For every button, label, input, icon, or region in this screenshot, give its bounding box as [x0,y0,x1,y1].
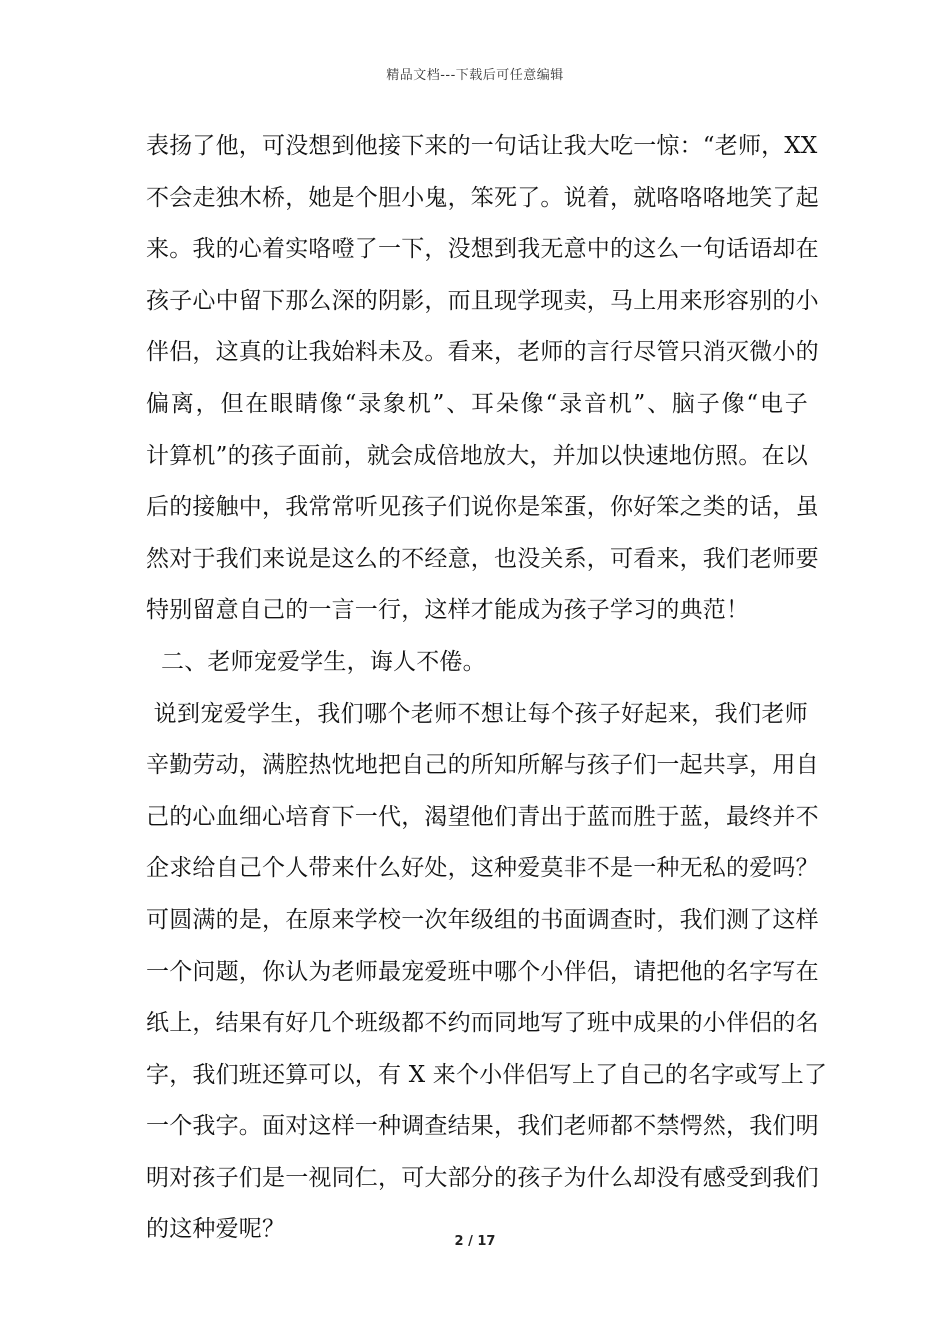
text-line: 的这种爱呢？ [146,1216,286,1243]
document-header: 精品文档---下载后可任意编辑 [386,68,564,83]
text-line: 不会走独木桥，她是个胆小鬼，笨死了。说着，就咯咯咯地笑了起 [146,184,819,211]
text-line: 然对于我们来说是这么的不经意，也没关系，可看来，我们老师要 [146,545,819,572]
text-line: 说到宠爱学生，我们哪个老师不想让每个孩子好起来，我们老师 [146,700,808,727]
text-line: 后的接触中，我常常听见孩子们说你是笨蛋，你好笨之类的话，虽 [146,494,819,521]
page-number: 2 / 17 [454,1234,496,1249]
text-line: 明对孩子们是一视同仁，可大部分的孩子为什么却没有感受到我们 [146,1164,819,1191]
text-line: 己的心血细心培育下一代，渴望他们青出于蓝而胜于蓝，最终并不 [146,803,819,830]
text-line: 来。我的心着实咯噔了一下，没想到我无意中的这么一句话语却在 [146,236,819,263]
text-line: 孩子心中留下那么深的阴影，而且现学现卖，马上用来形容别的小 [146,287,819,314]
text-line: 企求给自己个人带来什么好处，这种爱莫非不是一种无私的爱吗？ [146,855,819,882]
text-line: 字，我们班还算可以，有 X 来个小伴侣写上了自己的名字或写上了 [146,1061,828,1088]
text-line: 一个问题，你认为老师最宠爱班中哪个小伴侣，请把他的名字写在 [146,958,819,985]
text-line: 表扬了他，可没想到他接下来的一句话让我大吃一惊：“老师，XX [146,133,818,159]
text-line: 计算机”的孩子面前，就会成倍地放大，并加以快速地仿照。在以 [146,442,808,469]
section-heading: 二、老师宠爱学生，诲人不倦。 [146,648,486,675]
text-line: 一个我字。面对这样一种调查结果，我们老师都不禁愕然，我们明 [146,1113,819,1140]
text-line: 伴侣，这真的让我始料未及。看来，老师的言行尽管只消灭微小的 [146,339,819,366]
document-body [146,132,828,1267]
text-line: 可圆满的是，在原来学校一次年级组的书面调查时，我们测了这样 [146,906,819,933]
text-line: 辛勤劳动，满腔热忱地把自己的所知所解与孩子们一起共享，用自 [146,752,819,779]
text-line: 特别留意自己的一言一行，这样才能成为孩子学习的典范！ [146,597,750,624]
text-line: 偏离，但在眼睛像“录象机”、耳朵像“录音机”、脑子像“电子 [146,390,808,417]
text-line: 纸上，结果有好几个班级都不约而同地写了班中成果的小伴侣的名 [146,1010,819,1037]
